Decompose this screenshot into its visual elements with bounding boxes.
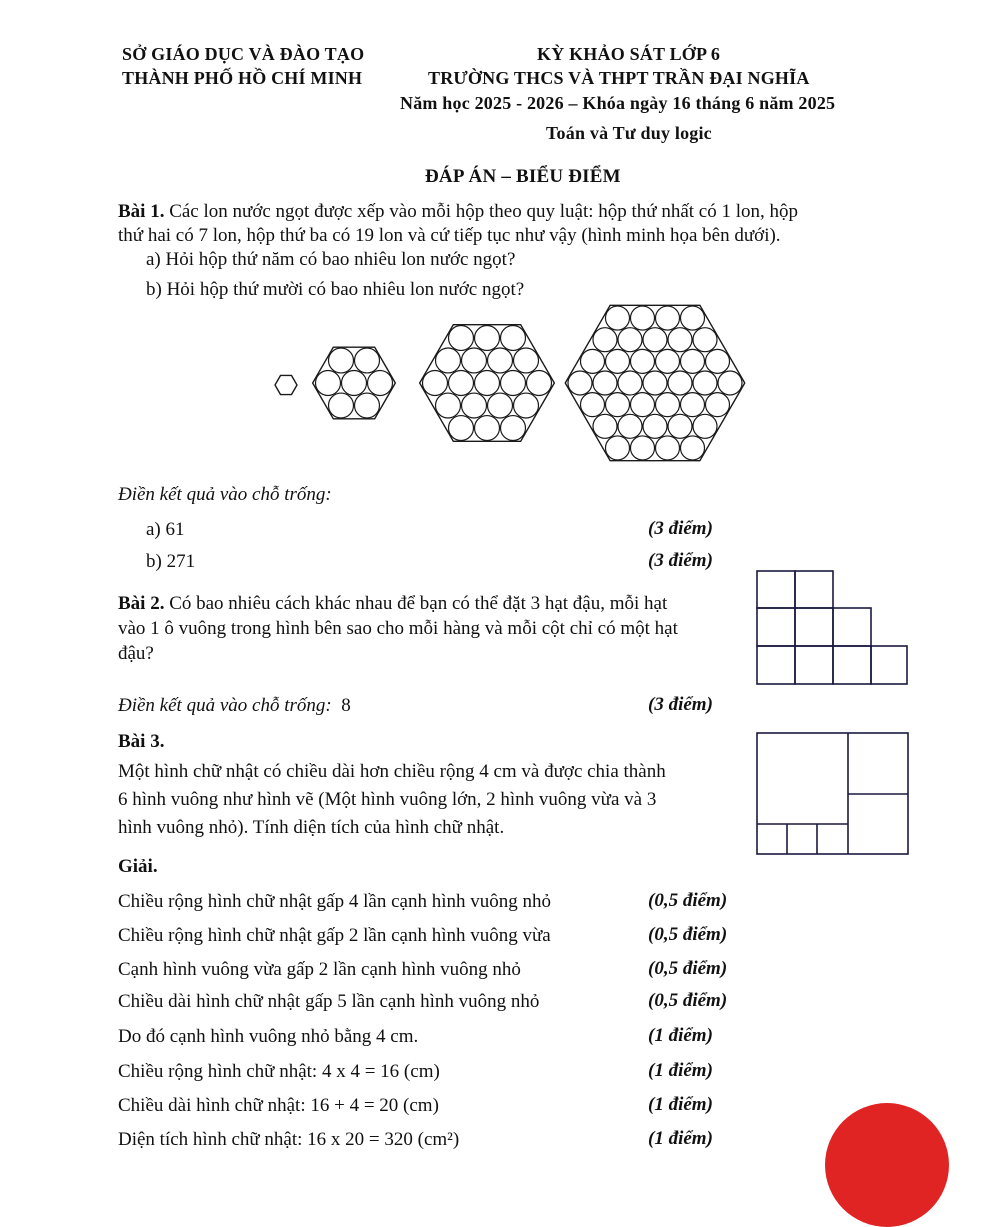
can-circle <box>631 306 655 330</box>
can-circle <box>668 414 692 438</box>
solution-step-points: (0,5 điểm) <box>648 990 728 1011</box>
can-circle <box>501 371 526 396</box>
bai1-text-1: Các lon nước ngọt được xếp vào mỗi hộp theo quy luật: hộp thứ nhất có 1 lon, hộp <box>164 201 799 222</box>
can-circle <box>643 414 667 438</box>
can-circle <box>488 348 513 373</box>
solution-step-text: Chiều rộng hình chữ nhật: 4 x 4 = 16 (cm) <box>118 1061 440 1082</box>
can-circle <box>606 393 630 417</box>
can-circle <box>593 414 617 438</box>
box-outline <box>420 325 555 442</box>
can-circle <box>706 349 730 373</box>
can-circle <box>449 371 474 396</box>
can-circle <box>355 348 380 373</box>
bai2-answer: 8 <box>331 695 351 716</box>
can-circle <box>581 349 605 373</box>
can-circle <box>631 349 655 373</box>
rectangle-squares-figure <box>750 728 910 858</box>
can-circle <box>488 393 513 418</box>
can-circle <box>656 349 680 373</box>
can-circle <box>643 371 667 395</box>
bai1-text-line2: thứ hai có 7 lon, hộp thứ ba có 19 lon và cứ tiếp tục như vậy (hình minh họa bên dưới). <box>118 225 781 246</box>
header-school-year: Năm học 2025 - 2026 – Khóa ngày 16 tháng 6 năm 2025 <box>400 93 836 113</box>
can-circle <box>355 393 380 418</box>
solution-step-text: Chiều dài hình chữ nhật: 16 + 4 = 20 (cm) <box>118 1095 439 1116</box>
can-circle <box>681 306 705 330</box>
can-box <box>313 347 396 419</box>
box-outline <box>313 347 396 419</box>
can-circle <box>656 436 680 460</box>
grid-cell <box>795 608 833 646</box>
can-circle <box>329 348 354 373</box>
can-circle <box>718 371 742 395</box>
can-circle <box>693 371 717 395</box>
can-box <box>275 375 297 394</box>
bai3-text-line3: hình vuông nhỏ). Tính diện tích của hình chữ nhật. <box>118 817 505 838</box>
bai3-text-line2: 6 hình vuông như hình vẽ (Một hình vuông lớn, 2 hình vuông vừa và 3 <box>118 789 657 810</box>
can-box <box>565 305 745 460</box>
solution-step-text: Do đó cạnh hình vuông nhỏ bằng 4 cm. <box>118 1026 419 1047</box>
bai1-points-a: (3 điểm) <box>648 518 713 539</box>
bai2-text-line3: đậu? <box>118 643 154 664</box>
can-circle <box>475 416 500 441</box>
solution-step-points: (1 điểm) <box>648 1060 713 1081</box>
solution-step-points: (0,5 điểm) <box>648 958 728 979</box>
solution-step-text: Chiều dài hình chữ nhật gấp 5 lần cạnh hình vuông nhỏ <box>118 991 540 1012</box>
can-circle <box>436 348 461 373</box>
grid-cell <box>833 608 871 646</box>
can-circle <box>681 393 705 417</box>
can-circle <box>606 349 630 373</box>
bai2-label: Bài 2. <box>118 593 165 614</box>
solution-step-points: (0,5 điểm) <box>648 924 728 945</box>
grid-cell <box>757 646 795 684</box>
can-circle <box>668 371 692 395</box>
can-circle <box>618 371 642 395</box>
bai3-text-line1: Một hình chữ nhật có chiều dài hơn chiều rộng 4 cm và được chia thành <box>118 761 666 782</box>
staircase-grid-figure <box>750 565 910 685</box>
can-circle <box>706 393 730 417</box>
can-circle <box>668 328 692 352</box>
page-title: ĐÁP ÁN – BIỂU ĐIỂM <box>425 166 621 187</box>
can-circle <box>423 371 448 396</box>
can-circle <box>514 348 539 373</box>
can-circle <box>527 371 552 396</box>
solution-step-points: (1 điểm) <box>648 1094 713 1115</box>
bai1-answer-a: a) 61 <box>146 519 185 540</box>
bai2-text-line1 <box>118 592 667 616</box>
solution-step-points: (1 điểm) <box>648 1025 713 1046</box>
can-circle <box>501 325 526 350</box>
header-exam-title: KỲ KHẢO SÁT LỚP 6 <box>537 44 721 64</box>
can-circle <box>449 416 474 441</box>
can-circle <box>449 325 474 350</box>
bai1-label: Bài 1. <box>118 201 165 222</box>
solution-step-text: Chiều rộng hình chữ nhật gấp 4 lần cạnh hình vuông nhỏ <box>118 891 551 912</box>
can-circle <box>681 349 705 373</box>
bai2-answer-line <box>118 694 351 718</box>
can-circle <box>693 414 717 438</box>
can-circle <box>631 436 655 460</box>
bai3-solution-label: Giải. <box>118 856 158 877</box>
red-circle-mark <box>825 1103 949 1227</box>
can-circle <box>656 306 680 330</box>
header-department: SỞ GIÁO DỤC VÀ ĐÀO TẠO <box>122 44 365 64</box>
bai2-points: (3 điểm) <box>648 694 713 715</box>
can-circle <box>643 328 667 352</box>
grid-cell <box>757 608 795 646</box>
bai2-text-line2: vào 1 ô vuông trong hình bên sao cho mỗi hàng và mỗi cột chỉ có một hạt <box>118 618 678 639</box>
bai1-text-line1 <box>118 200 798 224</box>
can-hexagon <box>275 375 297 394</box>
can-circle <box>606 436 630 460</box>
can-circle <box>606 306 630 330</box>
can-circle <box>631 393 655 417</box>
can-circle <box>342 371 367 396</box>
can-circle <box>436 393 461 418</box>
can-box <box>420 325 555 442</box>
can-circle <box>462 348 487 373</box>
can-circle <box>475 371 500 396</box>
header-subject: Toán và Tư duy logic <box>546 123 712 143</box>
grid-cell <box>795 571 833 608</box>
header-school: TRƯỜNG THCS VÀ THPT TRẦN ĐẠI NGHĨA <box>428 68 810 88</box>
can-circle <box>581 393 605 417</box>
header-city: THÀNH PHỐ HỒ CHÍ MINH <box>122 68 363 88</box>
bai2-fill-prompt: Điền kết quả vào chỗ trống: <box>118 695 332 716</box>
grid-cell <box>871 646 907 684</box>
hexagon-cans-figure <box>0 305 1000 475</box>
can-circle <box>316 371 341 396</box>
can-circle <box>618 328 642 352</box>
grid-cell <box>757 571 795 608</box>
can-circle <box>475 325 500 350</box>
can-circle <box>329 393 354 418</box>
grid-cell <box>795 646 833 684</box>
bai1-question-a: a) Hỏi hộp thứ năm có bao nhiêu lon nước ngọt? <box>146 249 516 270</box>
grid-cell <box>833 646 871 684</box>
can-circle <box>593 371 617 395</box>
solution-step-text: Cạnh hình vuông vừa gấp 2 lần cạnh hình vuông nhỏ <box>118 959 521 980</box>
bai2-text-1: Có bao nhiêu cách khác nhau để bạn có thể đặt 3 hạt đậu, mỗi hạt <box>164 593 668 614</box>
can-circle <box>368 371 393 396</box>
can-circle <box>514 393 539 418</box>
can-circle <box>618 414 642 438</box>
can-circle <box>693 328 717 352</box>
solution-step-points: (1 điểm) <box>648 1128 713 1149</box>
solution-step-text: Chiều rộng hình chữ nhật gấp 2 lần cạnh hình vuông vừa <box>118 925 551 946</box>
bai1-question-b: b) Hỏi hộp thứ mười có bao nhiêu lon nước ngọt? <box>146 279 525 300</box>
bai1-fill-prompt: Điền kết quả vào chỗ trống: <box>118 484 332 505</box>
can-circle <box>568 371 592 395</box>
can-circle <box>681 436 705 460</box>
can-circle <box>462 393 487 418</box>
solution-step-text: Diện tích hình chữ nhật: 16 x 20 = 320 (cm²) <box>118 1129 460 1150</box>
can-circle <box>656 393 680 417</box>
can-circle <box>501 416 526 441</box>
bai1-points-b: (3 điểm) <box>648 550 713 571</box>
solution-step-points: (0,5 điểm) <box>648 890 728 911</box>
bai1-answer-b: b) 271 <box>146 551 196 572</box>
bai3-label: Bài 3. <box>118 731 165 752</box>
can-circle <box>593 328 617 352</box>
